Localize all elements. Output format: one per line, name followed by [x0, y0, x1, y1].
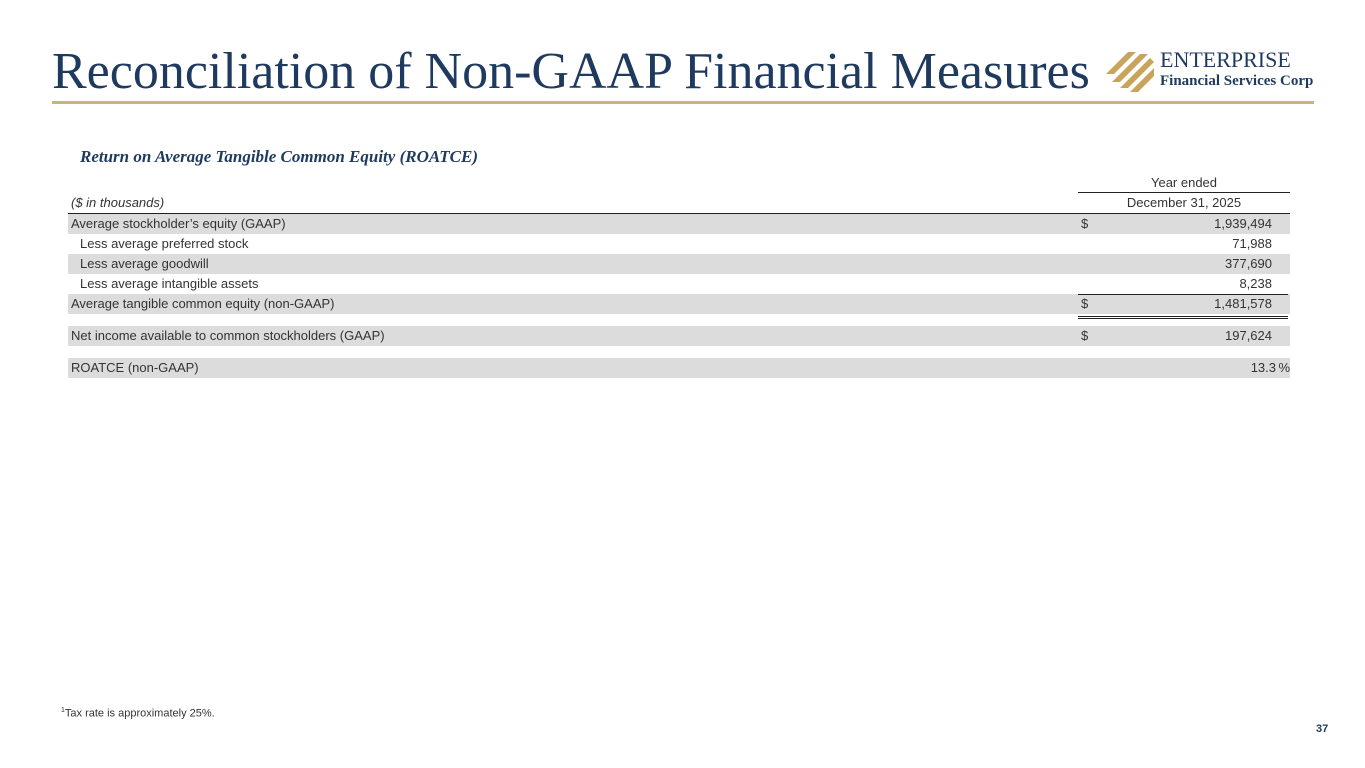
- row-value: 1,481,578: [1214, 296, 1272, 311]
- row-value: 71,988: [1232, 236, 1272, 251]
- table-row: [68, 294, 1290, 314]
- table-row: [68, 254, 1290, 274]
- page-title: Reconciliation of Non-GAAP Financial Measures: [52, 43, 1090, 100]
- section-title: Return on Average Tangible Common Equity (ROATCE): [80, 147, 478, 166]
- row-value: 8,238: [1239, 276, 1272, 291]
- footnote-text: Tax rate is approximately 25%.: [64, 707, 215, 720]
- row-label: Net income available to common stockholders (GAAP): [71, 328, 385, 343]
- table-row: [68, 326, 1290, 346]
- total-double-rule: [1078, 316, 1288, 319]
- footnote-marker: 1: [61, 707, 65, 714]
- row-label: Less average intangible assets: [80, 276, 259, 291]
- page-number: 37: [1316, 723, 1329, 735]
- table-row: [68, 214, 1290, 234]
- roatce-table: [68, 172, 1290, 378]
- logo-subtitle: Financial Services Corp: [1160, 73, 1314, 89]
- table-subheader-row: [68, 192, 1290, 214]
- column-heading: Year ended: [1150, 175, 1218, 190]
- logo-stripes-icon: [1106, 52, 1154, 92]
- row-label: Average tangible common equity (non-GAAP): [71, 296, 335, 311]
- row-label: ROATCE (non-GAAP): [71, 360, 199, 375]
- row-value: 13.3: [1250, 360, 1276, 375]
- row-label: Less average preferred stock: [80, 236, 249, 251]
- row-value: 377,690: [1225, 256, 1272, 271]
- footnote: [61, 707, 215, 720]
- title-underline: [52, 101, 1314, 104]
- row-value: 197,624: [1225, 328, 1272, 343]
- percent-sign: %: [1278, 360, 1290, 375]
- row-label: Average stockholder’s equity (GAAP): [71, 216, 286, 231]
- row-currency: $: [1081, 296, 1089, 311]
- row-value: 1,939,494: [1214, 216, 1272, 231]
- column-date: December 31, 2025: [1126, 195, 1242, 210]
- row-currency: $: [1081, 328, 1089, 343]
- table-row: [68, 274, 1290, 294]
- row-currency: $: [1081, 216, 1089, 231]
- table-header-row: [68, 172, 1290, 192]
- units-label: ($ in thousands): [71, 195, 165, 210]
- table-row: [68, 358, 1290, 378]
- row-label: Less average goodwill: [80, 256, 209, 271]
- company-logo: [1106, 48, 1316, 96]
- logo-name: ENTERPRISE: [1160, 47, 1291, 72]
- table-row: [68, 234, 1290, 254]
